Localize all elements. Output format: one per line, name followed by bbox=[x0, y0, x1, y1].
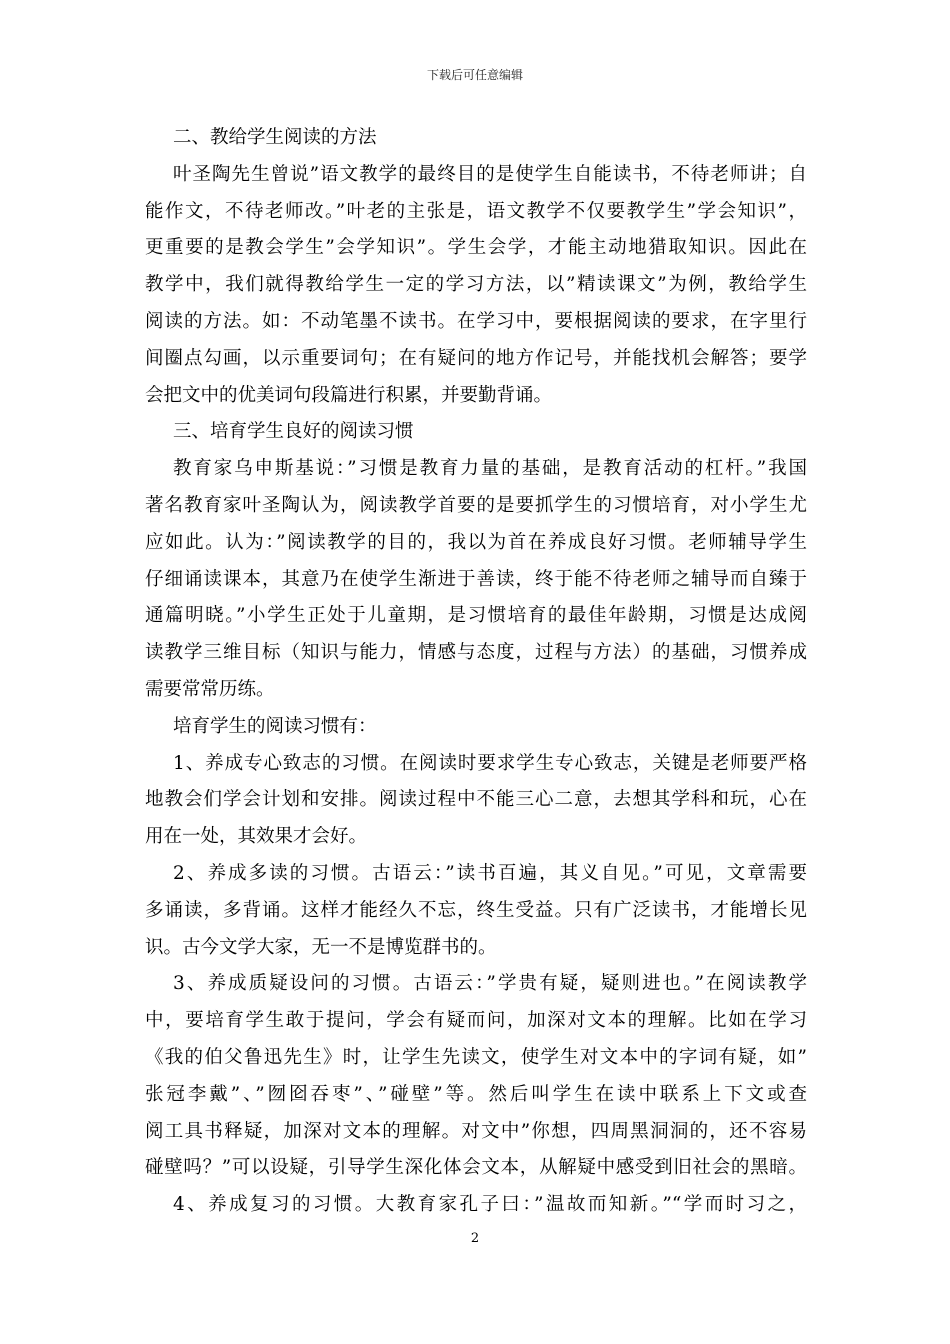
list-item-line: 2、养成多读的习惯。古语云：”读书百遍，其义自见。”可见，文章需要 bbox=[173, 862, 807, 884]
list-item-line: 中，要培育学生敢于提问，学会有疑而问，加深对文本的理解。比如在学习 bbox=[145, 1010, 807, 1032]
paragraph-line: 应如此。认为：”阅读教学的目的，我以为首在养成良好习惯。老师辅导学生 bbox=[145, 531, 807, 553]
paragraph-line: 阅读的方法。如：不动笔墨不读书。在学习中，要根据阅读的要求，在字里行 bbox=[145, 310, 807, 332]
paragraph-line: 通篇明晓。”小学生正处于儿童期，是习惯培育的最佳年龄期，习惯是达成阅 bbox=[145, 605, 807, 627]
paragraph-line: 能作文，不待老师改。”叶老的主张是，语文教学不仅要教学生”学会知识”， bbox=[145, 200, 807, 222]
list-item-line: 《我的伯父鲁迅先生》时，让学生先读文，使学生对文本中的字词有疑，如” bbox=[145, 1046, 807, 1068]
paragraph-line: 更重要的是教会学生”会学知识”。学生会学，才能主动地猎取知识。因此在 bbox=[145, 237, 807, 259]
paragraph-line: 叶圣陶先生曾说”语文教学的最终目的是使学生自能读书，不待老师讲；自 bbox=[173, 163, 807, 185]
section-heading: 二、教给学生阅读的方法 bbox=[173, 127, 377, 148]
list-item-line: 3、养成质疑设问的习惯。古语云：”学贵有疑，疑则进也。”在阅读教学 bbox=[173, 973, 807, 995]
paragraph-line: 教育家乌申斯基说：”习惯是教育力量的基础，是教育活动的杠杆。”我国 bbox=[173, 458, 807, 480]
paragraph-line: 间圈点勾画，以示重要词句；在有疑问的地方作记号，并能找机会解答；要学 bbox=[145, 347, 807, 369]
paragraph-line: 培育学生的阅读习惯有： bbox=[173, 715, 377, 737]
page-number: 2 bbox=[470, 1231, 480, 1246]
document-body bbox=[145, 124, 807, 1228]
list-item-line: 4、养成复习的习惯。大教育家孔子曰：”温故而知新。”“学而时习之， bbox=[173, 1194, 807, 1216]
list-item-line: 碰壁吗？”可以设疑，引导学生深化体会文本，从解疑中感受到旧社会的黑暗。 bbox=[145, 1157, 807, 1179]
list-item-line: 识。古今文学大家，无一不是博览群书的。 bbox=[145, 936, 497, 958]
list-item-line: 多诵读，多背诵。这样才能经久不忘，终生受益。只有广泛读书，才能增长见 bbox=[145, 899, 807, 921]
page-header: 下载后可任意编辑 bbox=[426, 68, 523, 82]
list-item-line: 地教会们学会计划和安排。阅读过程中不能三心二意，去想其学科和玩，心在 bbox=[145, 789, 807, 811]
list-item-line: 1、养成专心致志的习惯。在阅读时要求学生专心致志，关键是老师要严格 bbox=[173, 752, 807, 774]
list-item-line: 阅工具书释疑，加深对文本的理解。对文中”你想，四周黑洞洞的，还不容易 bbox=[145, 1120, 807, 1142]
paragraph-line: 教学中，我们就得教给学生一定的学习方法，以”精读课文”为例，教给学生 bbox=[145, 274, 807, 296]
paragraph-line: 仔细诵读课本，其意乃在使学生渐进于善读，终于能不待老师之辅导而自臻于 bbox=[145, 568, 807, 590]
list-item-line: 张冠李戴”、”囫囵吞枣”、”碰壁”等。然后叫学生在读中联系上下文或查 bbox=[145, 1083, 807, 1105]
paragraph-line: 需要常常历练。 bbox=[145, 678, 275, 700]
paragraph-line: 会把文中的优美词句段篇进行积累，并要勤背诵。 bbox=[145, 384, 553, 406]
list-item-line: 用在一处，其效果才会好。 bbox=[145, 826, 368, 848]
paragraph-line: 著名教育家叶圣陶认为，阅读教学首要的是要抓学生的习惯培育，对小学生尤 bbox=[145, 494, 807, 516]
paragraph-line: 读教学三维目标（知识与能力，情感与态度，过程与方法）的基础，习惯养成 bbox=[145, 642, 807, 664]
section-heading: 三、培育学生良好的阅读习惯 bbox=[173, 421, 414, 443]
